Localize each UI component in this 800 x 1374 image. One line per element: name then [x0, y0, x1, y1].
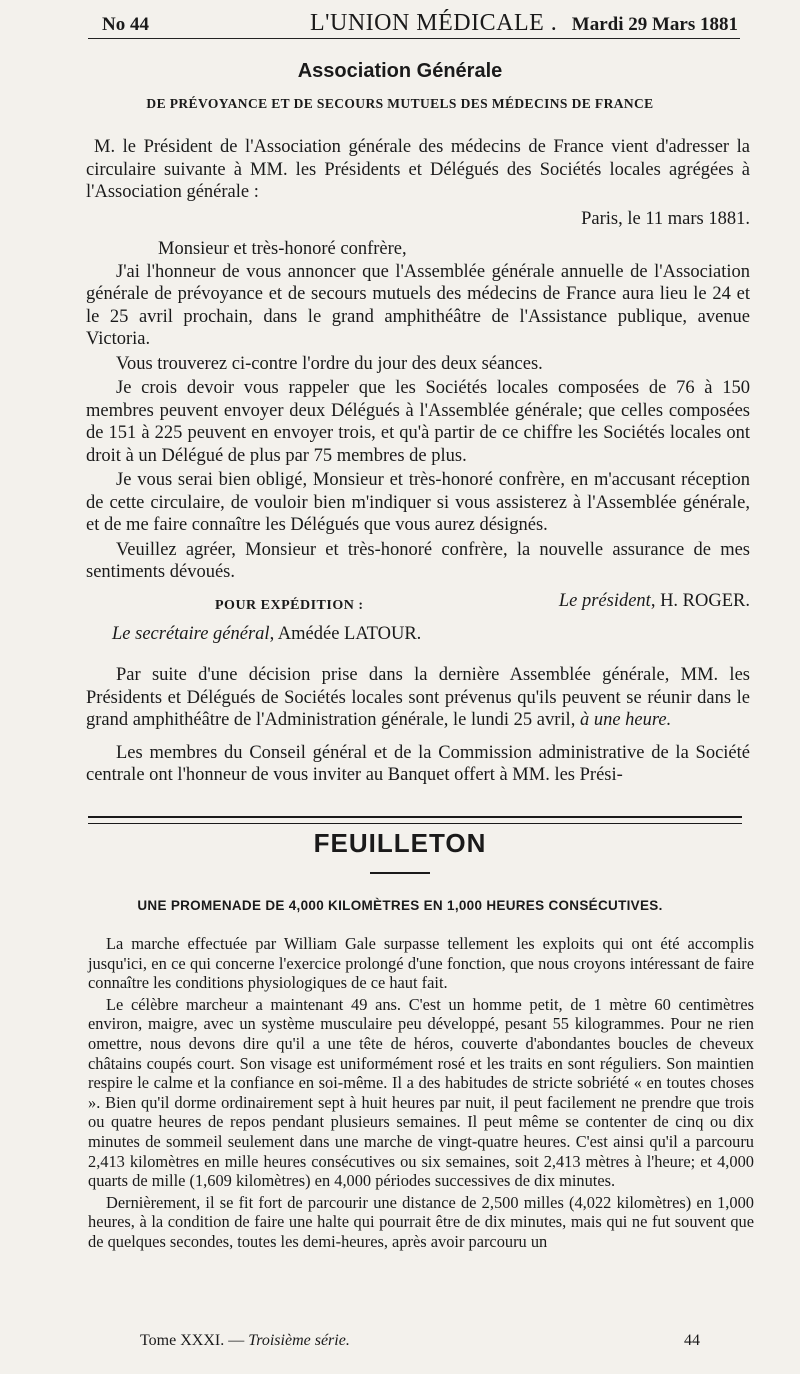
secretary-signature	[112, 624, 421, 645]
feuilleton-title: FEUILLETON	[313, 828, 487, 858]
secretary-name: , Amédée LATOUR.	[269, 624, 422, 644]
section-subtitle: DE PRÉVOYANCE ET DE SECOURS MUTUELS DES MÉDECINS DE FRANCE	[146, 96, 654, 111]
section-divider	[88, 816, 742, 824]
place-date: Paris, le 11 mars 1881.	[581, 208, 750, 229]
body-paragraph: Veuillez agréer, Monsieur et très-honoré confrère, la nouvelle assurance de mes sentiments dévoués.	[86, 539, 750, 582]
body-paragraph: Je crois devoir vous rappeler que les Sociétés locales composées de 76 à 150 membres peuvent envoyer deux Délégués à l'Assemblée générale; que celles composées de 151 à 225 peuvent en envoyer trois, et qu'à partir de ce chiffre les Sociétés locales ont droit à un Délégué de plus par 75 membres de plus.	[86, 378, 750, 466]
body-paragraph: Vous trouverez ci-contre l'ordre du jour des deux séances.	[116, 353, 543, 374]
signature	[86, 590, 750, 613]
secretary-role: Le secrétaire général	[112, 624, 270, 644]
body-paragraph: J'ai l'honneur de vous annoncer que l'Assemblée générale annuelle de l'Association générale de prévoyance et de secours mutuels des médecins de France aura lieu le 24 et le 25 avril prochain, dans le grand amphithéâtre de l'Assistance publique, avenue Victoria.	[86, 261, 750, 349]
notices	[86, 664, 750, 789]
signature-role: Le président	[558, 590, 651, 611]
feuilleton-body	[88, 934, 754, 1254]
body-paragraph: Je vous serai bien obligé, Monsieur et très-honoré confrère, en m'accusant réception de cette circulaire, de vouloir bien m'indiquer si vous assisterez à l'Assemblée générale, et de me faire connaître les Délégués que vous aurez désignés.	[86, 470, 750, 535]
page-number: 44	[684, 1332, 700, 1349]
page-header	[88, 6, 740, 39]
salutation: Monsieur et très-honoré confrère,	[158, 239, 407, 259]
issue-date: Mardi 29 Mars 1881	[571, 14, 738, 35]
circular-body	[86, 136, 750, 631]
notice-time: à une heure.	[579, 710, 672, 730]
feuilleton-paragraph: Dernièrement, il se fit fort de parcourir une distance de 2,500 milles (4,022 kilomètres) en 1,000 heures, à la condition de faire une halte qui pourrait être de dix minutes, mais qui ne fut souvent que de quelques secondes, toutes les demi-heures, après avoir parcouru un	[88, 1192, 754, 1251]
intro-paragraph: M. le Président de l'Association générale des médecins de France vient d'adresser la circulaire suivante à MM. les Présidents et Délégués des Sociétés locales agrégées à l'Association générale :	[86, 137, 750, 202]
title-rule	[370, 872, 430, 874]
journal-title: L'UNION MÉDICALE .	[310, 10, 558, 36]
notice-paragraph: Les membres du Conseil général et de la Commission administrative de la Société centrale ont l'honneur de vous inviter au Banquet offert à MM. les Prési-	[86, 742, 750, 785]
series-label: Troisième série.	[248, 1332, 350, 1349]
issue-number: No 44	[102, 14, 149, 35]
feuilleton-subtitle: UNE PROMENADE DE 4,000 KILOMÈTRES EN 1,000 HEURES CONSÉCUTIVES.	[137, 898, 663, 913]
signature-name: , H. ROGER.	[650, 590, 750, 611]
notice-paragraph: Par suite d'une décision prise dans la dernière Assemblée générale, MM. les Présidents et Délégués de Sociétés locales sont prévenus qu'ils peuvent se réunir dans le grand amphithéâtre de l'Administration générale, le lundi 25 avril, à une heure.	[86, 665, 750, 730]
expedition-label: POUR EXPÉDITION :	[215, 598, 364, 613]
feuilleton-paragraph: Le célèbre marcheur a maintenant 49 ans. C'est un homme petit, de 1 mètre 60 centimètres environ, maigre, avec un système musculaire peu développé, pesant 55 kilogrammes. Pour ne rien omettre, nous devons dire qu'il a une tête de héros, couverte d'abondantes boucles de cheveux châtains coupés court. Son visage est uniformément rosé et les traits en sont réguliers. Son maintien respire le calme et la confiance en soi-même. Il a des habitudes de stricte sobriété « en toutes choses ». Bien qu'il dorme ordinairement sept à huit heures par nuit, il peut facilement ne prendre que trois ou quatre heures de repos pendant plusieurs semaines. Il peut même se contenter de cinq ou dix minutes de sommeil seulement dans une marche de vingt-quatre heures. C'est ainsi qu'il a parcouru 2,413 kilomètres en mille heures consécutives ou six semaines, soit 2,413 mètres à l'heure; et 4,000 quarts de mille (1,609 kilomètres) en 4,000 périodes successives de dix minutes.	[88, 994, 754, 1191]
section-title: Association Générale	[297, 60, 503, 82]
volume-label: Tome XXXI. —	[140, 1332, 245, 1349]
page-footer	[140, 1332, 700, 1350]
feuilleton-paragraph: La marche effectuée par William Gale surpasse tellement les exploits qui ont été accomplis jusqu'ici, en ce qui concerne l'exercice prolongé d'une fonction, que nous croyons intéressant de faire connaître les conditions physiologiques de ce haut fait.	[88, 934, 754, 993]
